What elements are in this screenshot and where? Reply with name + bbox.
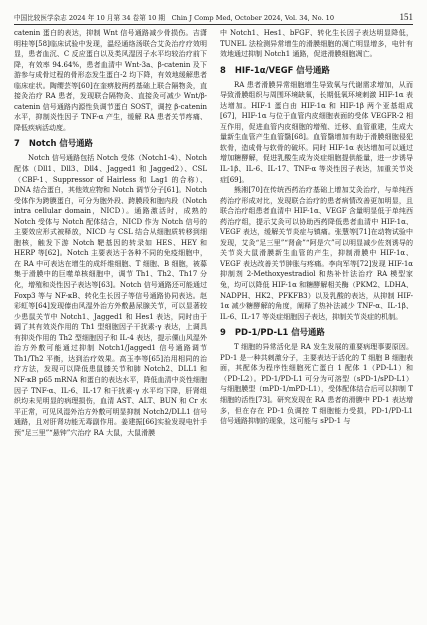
section-title: HIF-1α/VEGF 信号通路: [234, 64, 330, 75]
running-header: [14, 6, 413, 22]
paragraph: 熊湘[70]在传统西药治疗基础上增加艾灸治疗，与单纯西药治疗形成对比，发现联合治疗的患者病情改善更加明显，且联合治疗组患者血清中 HIF-1α、VEGF 含量明显低于单纯西药治疗组，提示艾灸可以协助西药降低患者血清中 HIF-1α、VEGF 表达，缓解关节炎症与镇痛。张慧等[71]在动物试验中发现，艾灸“足三里”“肾俞”“阿是穴”可以明显减少佐剂诱导的关节炎大鼠滑膜新生血管的产生，抑制滑膜中 HIF-1α、VEGF 表达改善关节肿胀与疼痛。李向军等[72]发现 HIF-1α 抑制剂 2-Methoxyestradiol 和热补针法治疗 RA 模型家兔，均可以降低 HIF-1α 和糖酵解相关酶（PKM2、LDHA、NADPH、HK2、PFKFB3）以及乳酸的表达，从抑制 HIF-1α 减少糖酵解的角度，阐释了热补法减少 TNF-α、IL-1β、IL-6、IL-17 等炎症细胞因子表达，抑制关节炎症的机制。: [220, 186, 413, 321]
section-title: PD-1/PD-L1 信号通路: [234, 327, 325, 338]
paragraph-continued: 中 Notch1、Hes1、bFGF、转化生长因子表达明显降低，TUNEL 法检测异常增生的滑膜细胞的凋亡明显增多，电针有效地通过抑制 Notch1 通路，促进滑膜细胞凋亡。: [220, 29, 413, 59]
paragraph: Notch 信号通路包括 Notch 受体（Notch1-4）、Notch 配体（Dll1、Dll3、Dll4、Jagged1 和 Jagged2）、CSL（CBF-1、Suppressor of Hairless 和 Lag1 的合称）、DNA 结合蛋白，其他效应物和 Notch 调节分子[61]。Notch 受体作为跨膜蛋白，可分为胞外段、跨膜段和胞内段（Notch intra cellular domain，NICD）。通路激活时，成熟的 Notch 受体与 Notch 配体结合，NICD 作为 Notch 信号的主要效应形式被释放，NICD 与 CSL 结合从细胞质转移到细胞核，触发下游 Notch 靶基因的转录如 HES、HEY 和 HERP 等[62]。Notch 主要表达于各种不同的免疫细胞中，在 RA 中可表达在增生的成纤维细胞、T 细胞、B 细胞，被募集于滑膜中的巨噬单核细胞中，调节 Th1、Th2、Th17 分化，增殖和炎性因子表达等[63]。Notch 信号通路还可能通过 Foxp3 等与 NF-κB、转化生长因子等信号通路协同表达。赵彩虹等[64]发现傣由风湿外治方外敷悬尿腺关节，可以显著较少患鼠关节中 Notch1、Jagged1 和 Hes1 表达，同时由于调了其有效炎作用的 Th1 型细胞因子干扰素-γ 表达，上调具有抑炎作用的 Th2 型细胞因子和 IL-4 表达，提示傈山风湿外治方外敷可能通过抑制 Notch1/Jagged1 信号通路调节 Th1/Th2 平衡，达到治疗效果。高玉李等[65]治用相同的治疗方法，发现可以降低患鼠膝关节和肺 Notch2、DLL1 和 NF-κB p65 mRNA 和蛋白的表达水平，降低血清中炎性细胞因子 TNF-α、IL-6、IL-17 和干扰素-γ 水平均下降，肝肾组织均未见明显的病理损伤，血清 AST、ALT、BUN 和 Cr 水平正常，可见风湿外治方外敷可明显抑制 Notch2/DLL1 信号通路，且对肝肾功能无毒副作用。姜建振[66]实验发现电针手预“足三里”“悬钟”穴治疗 RA 大鼠，大鼠滑膜: [14, 154, 207, 437]
section-number: 7: [14, 138, 20, 149]
paragraph: T 细胞的异常活化是 RA 发生发展的重要病理事要原因。PD-1 是一种共刺激分子，主要表达于活化的 T 细胞 B 细胞表面，其配体为程序性细胞死亡蛋白 1 配体 1（PD-L1）和（PD-L2）。PD-1/PD-L1 可分为可溶型（sPD-1/sPD-L1）与细胞膜型（mPD-1/mPD-L1），受体配体结合后可以抑制 T 细胞的活性[73]。研究发现在 RA 患者的滑膜中 PD-1 表达增多，但在存在 PD-1 负调控 T 细胞能力受损，PD-1/PD-L1 信号通路抑制的现象，这可能与 sPD-1 与: [220, 343, 413, 426]
section-number: 9: [220, 327, 226, 338]
journal-citation: 中国比较医学杂志 2024 年 10 月第 34 卷第 10 期 Chin J Comp Med, October 2024, Vol. 34, No. 10: [14, 14, 335, 23]
header-rule: [14, 24, 413, 25]
section-title: Notch 信号通路: [28, 138, 93, 149]
left-column: [14, 28, 207, 619]
section-heading-notch: [14, 137, 207, 149]
paragraph: RA 患者滑膜异常细胞增生导致氧与代谢需求增加，从而导致滑膜组织与周围环境缺氧，长期低氧环境刺激 HIF-1α 表达增加。HIF-1 蛋白由 HIF-1α 和 HIF-1β 两个亚基组成[67]，HIF-1α 与位于血管内皮细胞表面的受体 VEGFR-2 相互作用，促进血管内皮细胞的增殖、迁移、血管重建，生成大量新生血管产生血管翳[68]。血管翳增加有助于滑膜细胞侵犯软骨，造成骨与软骨的破坏。同时 HIF-1α 表达增加可以通过增加糖酵解，促进乳酸生成为炎症细胞提供能量，进一步诱导 IL-1β、IL-6、IL-17、TNF-α 等炎性因子表达，加重关节炎症[69]。: [220, 80, 413, 184]
section-number: 8: [220, 64, 226, 75]
section-heading-pd1: [220, 326, 413, 338]
right-column: [220, 28, 413, 619]
section-heading-hif: [220, 64, 413, 76]
paragraph-continued: catenin 蛋白的表达，抑制 Wnt 信号通路减少骨损伤。吉潇明桂等[58]临床试验中发现，温经通络汤联合艾灸治疗疗效明显，患者血沉、C 反应蛋白以及类风湿因子水平均较治疗前下降，有效率 94.64%，患者血清中 Wnt-3a、β-catenin 及下游参与成骨过程的骨形态发生蛋白-2 均下降，有效地缓解患者临床症状。陶缨芸等[60]在奎痹胶两药基础上联合隔物灸，直接灸治疗 RA 患者，发现联合隔物灸、直接灸可减少 Wnt/β-catenin 信号通路内源性负调节蛋白 SOST，调控 β-catenin 水平，抑制炎性因子 TNF-α 产生，缓解 RA 患者关节疼痛、降低疾病活动度。: [14, 29, 207, 132]
page-number: 151: [399, 12, 413, 22]
